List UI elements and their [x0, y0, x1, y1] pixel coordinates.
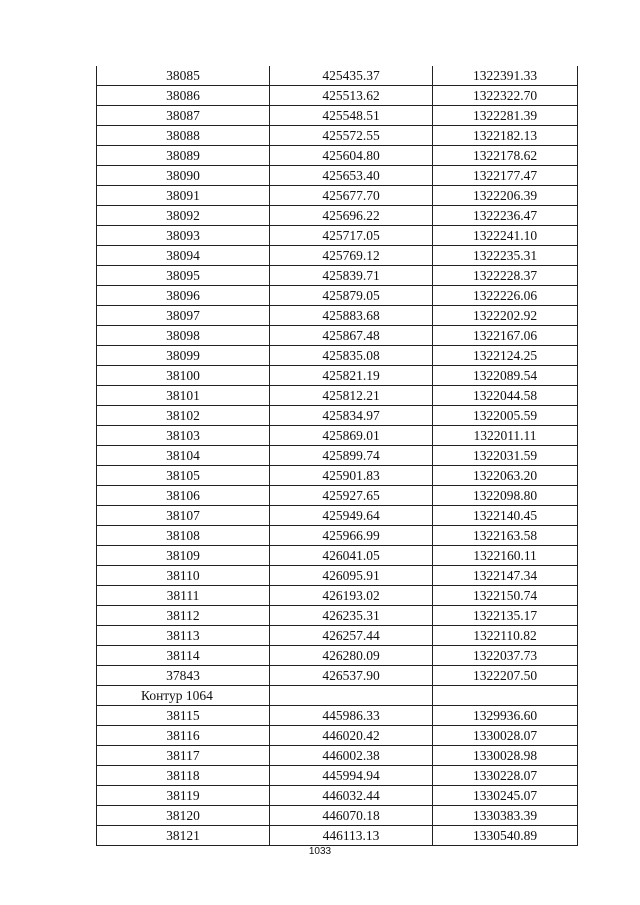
table-row	[97, 126, 578, 146]
table-row	[97, 166, 578, 186]
table-row	[97, 486, 578, 506]
point-number-cell: 38085	[97, 66, 270, 86]
y-coordinate-cell: 1330540.89	[433, 826, 578, 846]
point-number-cell: 38096	[97, 286, 270, 306]
empty-cell	[270, 686, 433, 706]
y-coordinate-cell: 1322167.06	[433, 326, 578, 346]
table-row	[97, 326, 578, 346]
empty-cell	[433, 686, 578, 706]
y-coordinate-cell: 1322228.37	[433, 266, 578, 286]
x-coordinate-cell: 426041.05	[270, 546, 433, 566]
x-coordinate-cell: 426257.44	[270, 626, 433, 646]
point-number-cell: 38110	[97, 566, 270, 586]
point-number-cell: 38086	[97, 86, 270, 106]
section-header-row	[97, 686, 578, 706]
point-number-cell: 38111	[97, 586, 270, 606]
x-coordinate-cell: 425653.40	[270, 166, 433, 186]
table-row	[97, 346, 578, 366]
table-row	[97, 206, 578, 226]
table-row	[97, 426, 578, 446]
point-number-cell: 38120	[97, 806, 270, 826]
table-row	[97, 546, 578, 566]
table-row	[97, 366, 578, 386]
y-coordinate-cell: 1322391.33	[433, 66, 578, 86]
y-coordinate-cell: 1330228.07	[433, 766, 578, 786]
page-number: 1033	[308, 846, 332, 857]
table-row	[97, 446, 578, 466]
point-number-cell: 38103	[97, 426, 270, 446]
table-row	[97, 386, 578, 406]
table-row	[97, 726, 578, 746]
x-coordinate-cell: 425572.55	[270, 126, 433, 146]
point-number-cell: 38107	[97, 506, 270, 526]
y-coordinate-cell: 1322140.45	[433, 506, 578, 526]
point-number-cell: 38117	[97, 746, 270, 766]
y-coordinate-cell: 1322011.11	[433, 426, 578, 446]
table-row	[97, 506, 578, 526]
x-coordinate-cell: 425899.74	[270, 446, 433, 466]
y-coordinate-cell: 1322207.50	[433, 666, 578, 686]
table-row	[97, 586, 578, 606]
x-coordinate-cell: 425901.83	[270, 466, 433, 486]
x-coordinate-cell: 426235.31	[270, 606, 433, 626]
y-coordinate-cell: 1322147.34	[433, 566, 578, 586]
point-number-cell: 37843	[97, 666, 270, 686]
table-row	[97, 186, 578, 206]
table-row	[97, 826, 578, 846]
x-coordinate-cell: 446020.42	[270, 726, 433, 746]
point-number-cell: 38089	[97, 146, 270, 166]
x-coordinate-cell: 425839.71	[270, 266, 433, 286]
y-coordinate-cell: 1322177.47	[433, 166, 578, 186]
y-coordinate-cell: 1330028.98	[433, 746, 578, 766]
x-coordinate-cell: 426095.91	[270, 566, 433, 586]
point-number-cell: 38094	[97, 246, 270, 266]
y-coordinate-cell: 1322236.47	[433, 206, 578, 226]
x-coordinate-cell: 425966.99	[270, 526, 433, 546]
y-coordinate-cell: 1322005.59	[433, 406, 578, 426]
x-coordinate-cell: 425879.05	[270, 286, 433, 306]
point-number-cell: 38091	[97, 186, 270, 206]
table-row	[97, 706, 578, 726]
y-coordinate-cell: 1322150.74	[433, 586, 578, 606]
y-coordinate-cell: 1322235.31	[433, 246, 578, 266]
y-coordinate-cell: 1322226.06	[433, 286, 578, 306]
point-number-cell: 38099	[97, 346, 270, 366]
table-row	[97, 666, 578, 686]
point-number-cell: 38087	[97, 106, 270, 126]
point-number-cell: 38102	[97, 406, 270, 426]
x-coordinate-cell: 445986.33	[270, 706, 433, 726]
point-number-cell: 38113	[97, 626, 270, 646]
table-row	[97, 66, 578, 86]
table-row	[97, 86, 578, 106]
point-number-cell: 38105	[97, 466, 270, 486]
table-row	[97, 286, 578, 306]
coordinates-table	[96, 66, 578, 846]
x-coordinate-cell: 446002.38	[270, 746, 433, 766]
point-number-cell: 38104	[97, 446, 270, 466]
x-coordinate-cell: 446070.18	[270, 806, 433, 826]
y-coordinate-cell: 1322044.58	[433, 386, 578, 406]
x-coordinate-cell: 446113.13	[270, 826, 433, 846]
x-coordinate-cell: 426193.02	[270, 586, 433, 606]
y-coordinate-cell: 1330383.39	[433, 806, 578, 826]
point-number-cell: 38119	[97, 786, 270, 806]
y-coordinate-cell: 1322281.39	[433, 106, 578, 126]
y-coordinate-cell: 1322037.73	[433, 646, 578, 666]
table-row	[97, 746, 578, 766]
point-number-cell: 38109	[97, 546, 270, 566]
point-number-cell: 38108	[97, 526, 270, 546]
table-row	[97, 146, 578, 166]
x-coordinate-cell: 425696.22	[270, 206, 433, 226]
y-coordinate-cell: 1322322.70	[433, 86, 578, 106]
table-row	[97, 786, 578, 806]
y-coordinate-cell: 1322110.82	[433, 626, 578, 646]
table-row	[97, 466, 578, 486]
x-coordinate-cell: 425821.19	[270, 366, 433, 386]
point-number-cell: 38115	[97, 706, 270, 726]
table-row	[97, 806, 578, 826]
point-number-cell: 38095	[97, 266, 270, 286]
point-number-cell: 38100	[97, 366, 270, 386]
x-coordinate-cell: 425677.70	[270, 186, 433, 206]
table-row	[97, 646, 578, 666]
x-coordinate-cell: 425548.51	[270, 106, 433, 126]
y-coordinate-cell: 1322031.59	[433, 446, 578, 466]
point-number-cell: 38101	[97, 386, 270, 406]
y-coordinate-cell: 1322163.58	[433, 526, 578, 546]
y-coordinate-cell: 1322160.11	[433, 546, 578, 566]
table-row	[97, 566, 578, 586]
y-coordinate-cell: 1322241.10	[433, 226, 578, 246]
table-row	[97, 106, 578, 126]
table-row	[97, 606, 578, 626]
table-row	[97, 266, 578, 286]
point-number-cell: 38098	[97, 326, 270, 346]
y-coordinate-cell: 1322063.20	[433, 466, 578, 486]
point-number-cell: 38112	[97, 606, 270, 626]
point-number-cell: 38121	[97, 826, 270, 846]
coordinates-table-body	[97, 66, 578, 846]
table-row	[97, 626, 578, 646]
x-coordinate-cell: 425604.80	[270, 146, 433, 166]
x-coordinate-cell: 425869.01	[270, 426, 433, 446]
x-coordinate-cell: 425435.37	[270, 66, 433, 86]
y-coordinate-cell: 1322135.17	[433, 606, 578, 626]
y-coordinate-cell: 1322202.92	[433, 306, 578, 326]
y-coordinate-cell: 1322206.39	[433, 186, 578, 206]
point-number-cell: 38116	[97, 726, 270, 746]
section-label: Контур 1064	[97, 686, 270, 706]
table-row	[97, 246, 578, 266]
y-coordinate-cell: 1322124.25	[433, 346, 578, 366]
y-coordinate-cell: 1322089.54	[433, 366, 578, 386]
x-coordinate-cell: 425835.08	[270, 346, 433, 366]
point-number-cell: 38093	[97, 226, 270, 246]
x-coordinate-cell: 425834.97	[270, 406, 433, 426]
point-number-cell: 38106	[97, 486, 270, 506]
point-number-cell: 38088	[97, 126, 270, 146]
x-coordinate-cell: 425867.48	[270, 326, 433, 346]
table-row	[97, 226, 578, 246]
x-coordinate-cell: 425927.65	[270, 486, 433, 506]
y-coordinate-cell: 1330028.07	[433, 726, 578, 746]
x-coordinate-cell: 425717.05	[270, 226, 433, 246]
table-row	[97, 306, 578, 326]
x-coordinate-cell: 426280.09	[270, 646, 433, 666]
y-coordinate-cell: 1330245.07	[433, 786, 578, 806]
x-coordinate-cell: 425812.21	[270, 386, 433, 406]
y-coordinate-cell: 1322098.80	[433, 486, 578, 506]
point-number-cell: 38114	[97, 646, 270, 666]
x-coordinate-cell: 425513.62	[270, 86, 433, 106]
point-number-cell: 38090	[97, 166, 270, 186]
table-row	[97, 526, 578, 546]
point-number-cell: 38118	[97, 766, 270, 786]
x-coordinate-cell: 425949.64	[270, 506, 433, 526]
point-number-cell: 38092	[97, 206, 270, 226]
x-coordinate-cell: 425769.12	[270, 246, 433, 266]
y-coordinate-cell: 1329936.60	[433, 706, 578, 726]
x-coordinate-cell: 426537.90	[270, 666, 433, 686]
point-number-cell: 38097	[97, 306, 270, 326]
y-coordinate-cell: 1322178.62	[433, 146, 578, 166]
x-coordinate-cell: 446032.44	[270, 786, 433, 806]
table-row	[97, 766, 578, 786]
y-coordinate-cell: 1322182.13	[433, 126, 578, 146]
x-coordinate-cell: 445994.94	[270, 766, 433, 786]
table-row	[97, 406, 578, 426]
x-coordinate-cell: 425883.68	[270, 306, 433, 326]
